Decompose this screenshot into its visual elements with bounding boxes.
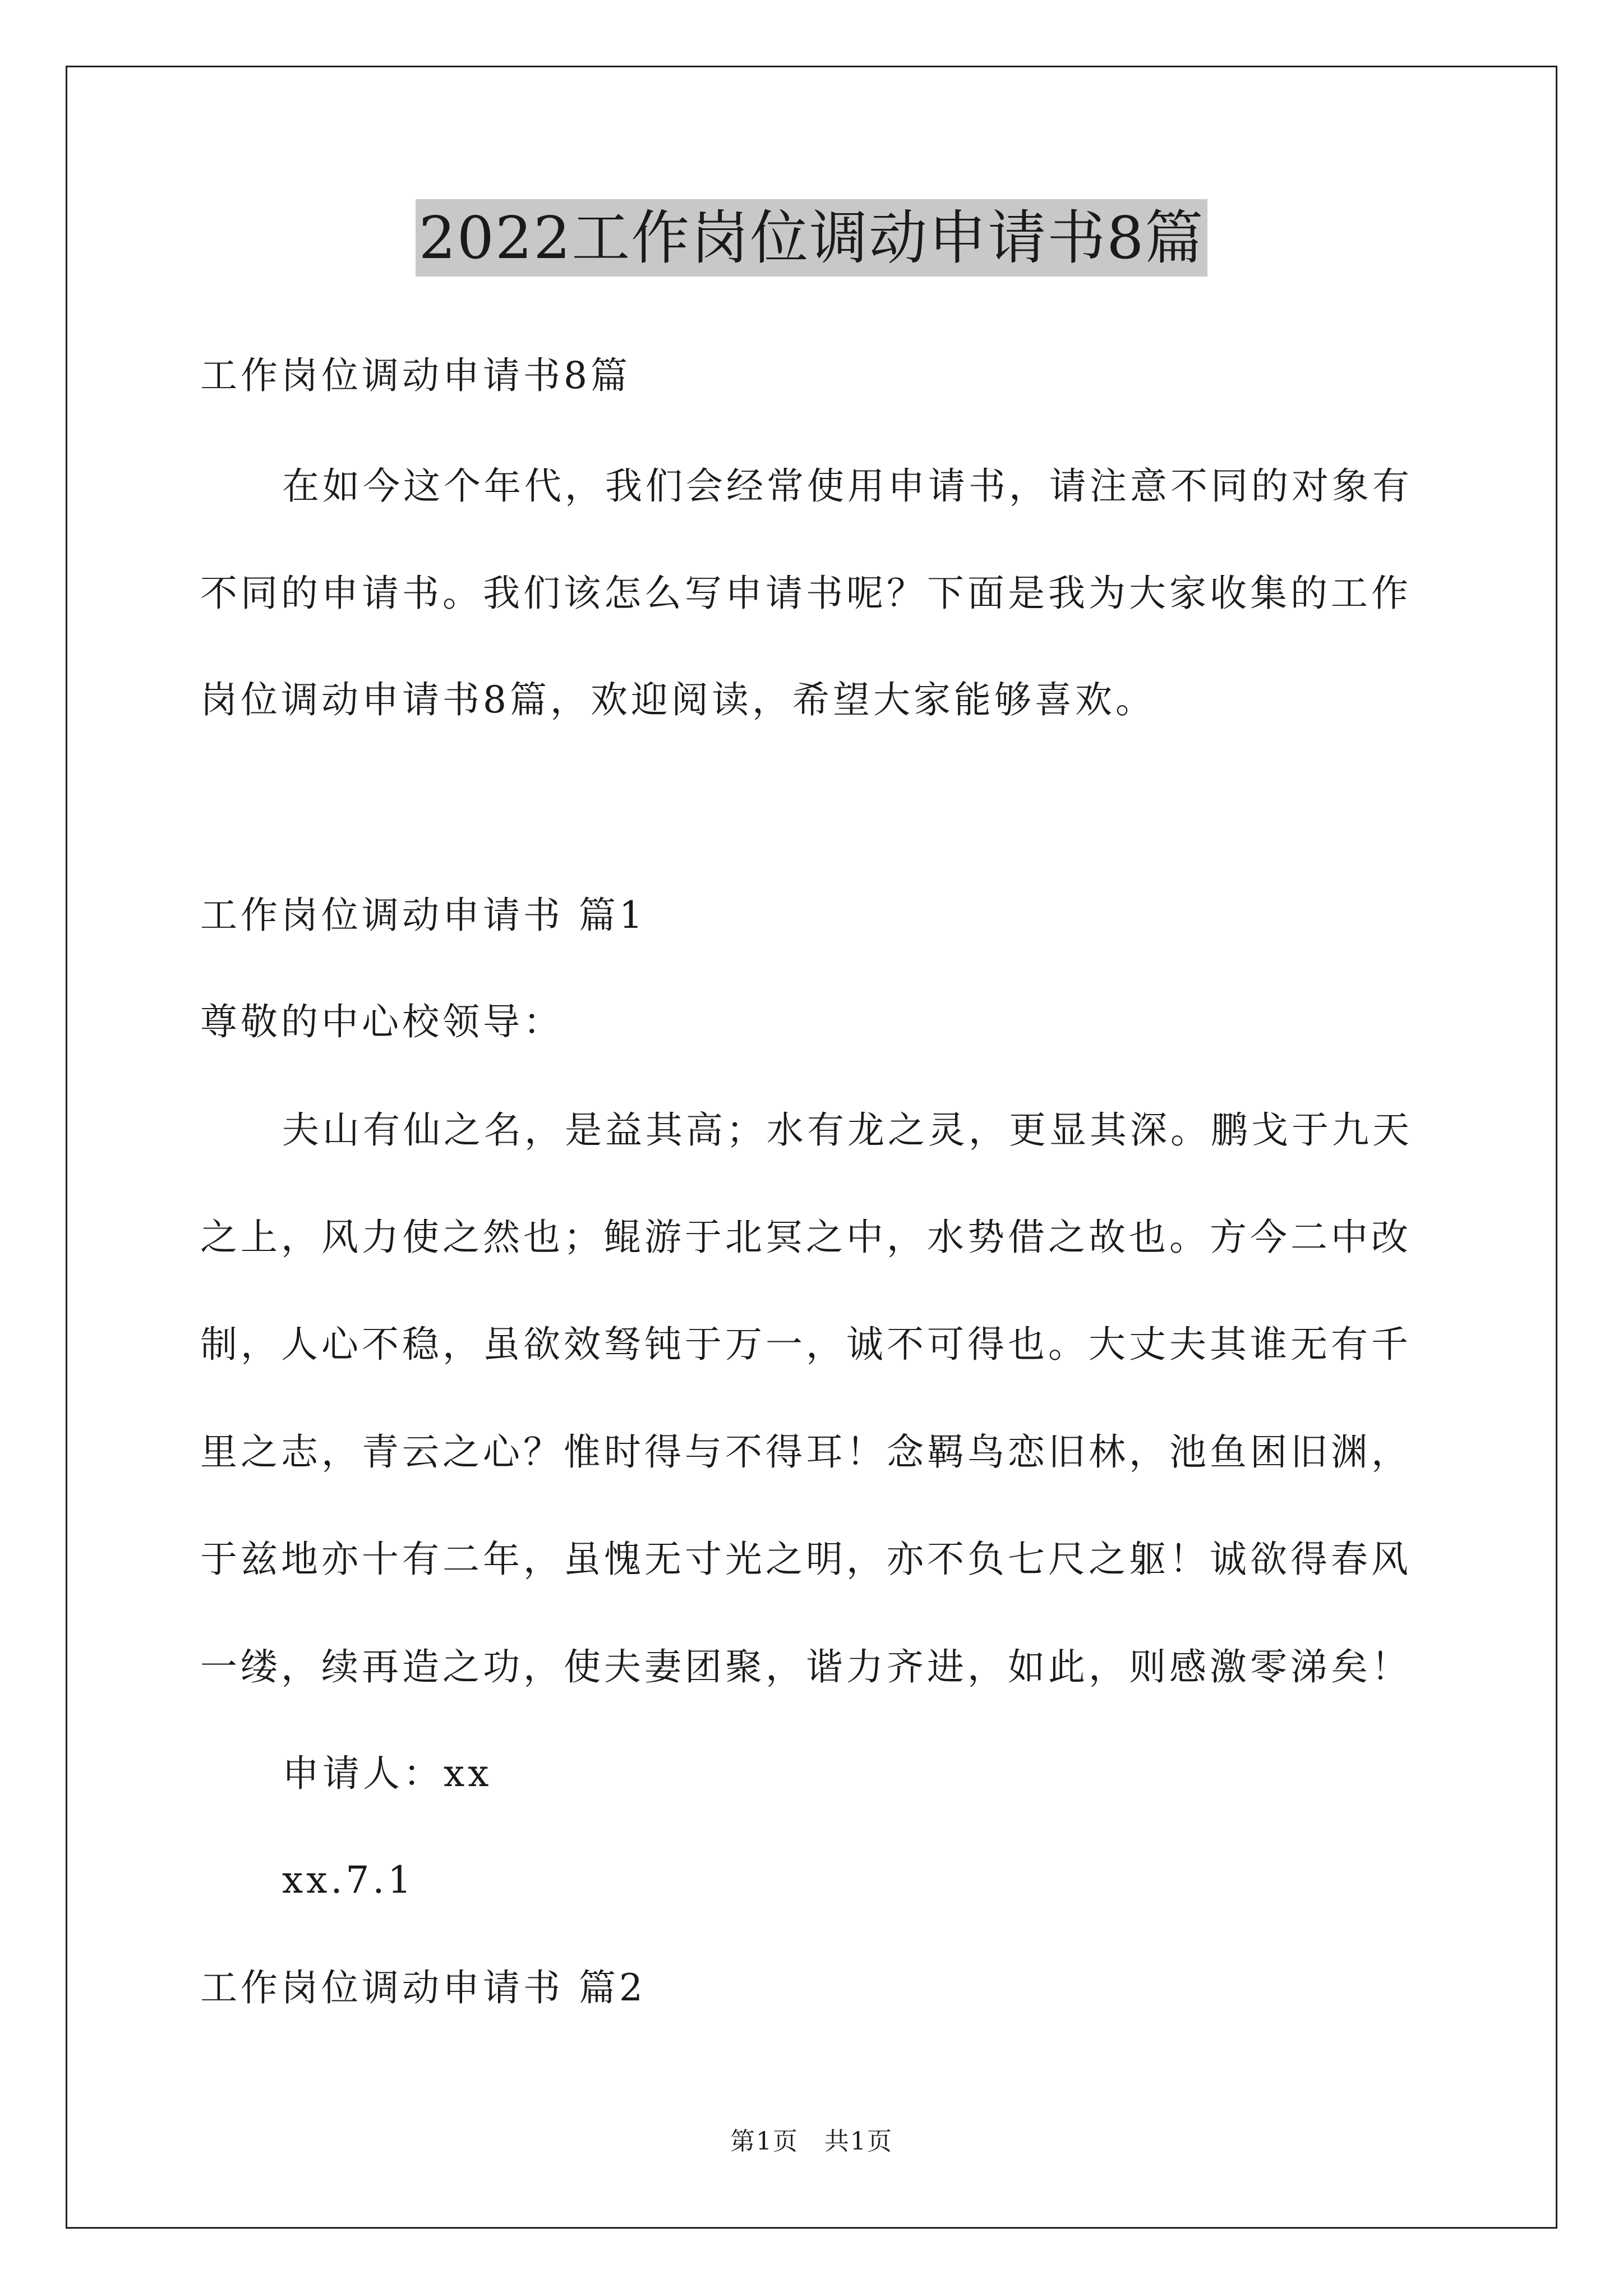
subtitle-line: 工作岗位调动申请书8篇 [200, 354, 631, 397]
intro-paragraph-line: 不同的申请书。我们该怎么写申请书呢？下面是我为大家收集的工作 [200, 572, 1412, 615]
page-footer: 第1页 共1页 [730, 2127, 893, 2156]
section-heading-2: 工作岗位调动申请书 篇2 [200, 1966, 646, 2009]
intro-paragraph-line: 在如今这个年代，我们会经常使用申请书，请注意不同的对象有 [282, 464, 1413, 508]
title-container [0, 199, 1623, 277]
applicant-line: 申请人：xx [282, 1752, 492, 1795]
body-paragraph-line: 一缕，续再造之功，使夫妻团聚，谐力齐进，如此，则感激零涕矣！ [200, 1645, 1412, 1688]
date-line: xx.7.1 [282, 1858, 415, 1902]
body-paragraph-line: 制，人心不稳，虽欲效驽钝于万一，诚不可得也。大丈夫其谁无有千 [200, 1323, 1412, 1366]
intro-paragraph-line: 岗位调动申请书8篇，欢迎阅读，希望大家能够喜欢。 [200, 678, 1156, 721]
body-paragraph-line: 里之志，青云之心？惟时得与不得耳！念羁鸟恋旧林，池鱼困旧渊， [200, 1430, 1412, 1474]
body-paragraph-line: 于兹地亦十有二年，虽愧无寸光之明，亦不负七尺之躯！诚欲得春风 [200, 1538, 1412, 1581]
body-paragraph-line: 夫山有仙之名，是益其高；水有龙之灵，更显其深。鹏戈于九天 [282, 1108, 1413, 1152]
salutation: 尊敬的中心校领导： [200, 1000, 564, 1043]
section-heading-1: 工作岗位调动申请书 篇1 [200, 894, 646, 937]
document-title: 2022工作岗位调动申请书8篇 [416, 199, 1208, 277]
body-paragraph-line: 之上，风力使之然也；鲲游于北冥之中，水势借之故也。方今二中改 [200, 1216, 1412, 1259]
